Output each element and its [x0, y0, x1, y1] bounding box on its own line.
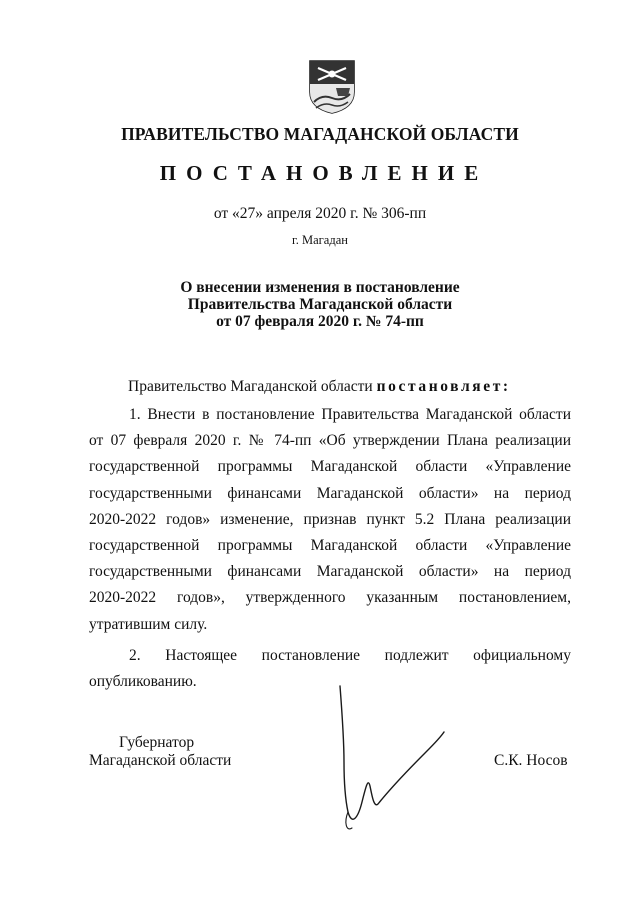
- preamble: [128, 378, 511, 396]
- paragraph-line: государственными финансами Магаданской области» на период: [89, 563, 571, 581]
- subject-line: Правительства Магаданской области: [187, 296, 453, 313]
- paragraph-line: опубликованию.: [89, 673, 197, 691]
- document-subject: [0, 279, 640, 330]
- paragraph-line: 2. Настоящее постановление подлежит официальному: [129, 647, 571, 664]
- paragraph-line: государственной программы Магаданской области «Управление: [89, 458, 571, 476]
- paragraph-line: утратившим силу.: [89, 615, 208, 633]
- document-city: г. Магадан: [292, 233, 348, 247]
- coat-of-arms-icon: [306, 58, 358, 114]
- paragraph-line: от 07 февраля 2020 г. № 74-пп «Об утверждении Плана реализации: [89, 432, 571, 450]
- signatory-region: Магаданской области: [89, 751, 232, 769]
- paragraph-line: государственными финансами Магаданской области» на период: [89, 484, 571, 502]
- subject-line: О внесении изменения в постановление: [180, 279, 460, 296]
- handwritten-signature-icon: [322, 682, 452, 834]
- preamble-text: Правительство Магаданской области: [128, 378, 373, 395]
- subject-line: от 07 февраля 2020 г. № 74-пп: [216, 313, 424, 330]
- preamble-decree-word: постановляет:: [376, 378, 511, 395]
- document-type: ПОСТАНОВЛЕНИЕ: [159, 161, 489, 185]
- organization-title: ПРАВИТЕЛЬСТВО МАГАДАНСКОЙ ОБЛАСТИ: [121, 124, 519, 144]
- paragraph-line: 2020-2022 годов», утвержденного указанным постановлением,: [89, 589, 571, 607]
- paragraph-line: 2020-2022 годов» изменение, признав пункт 5.2 Плана реализации: [89, 510, 571, 528]
- signatory-title: [89, 734, 231, 769]
- paragraph-line: 1. Внести в постановление Правительства Магаданской области: [129, 406, 571, 423]
- signatory-position: Губернатор: [119, 734, 195, 751]
- paragraph-1: [89, 402, 571, 638]
- paragraph-line: государственной программы Магаданской области «Управление: [89, 536, 571, 554]
- signatory-name: С.К. Носов: [494, 752, 568, 769]
- document-date-number: от «27» апреля 2020 г. № 306-пп: [213, 205, 427, 222]
